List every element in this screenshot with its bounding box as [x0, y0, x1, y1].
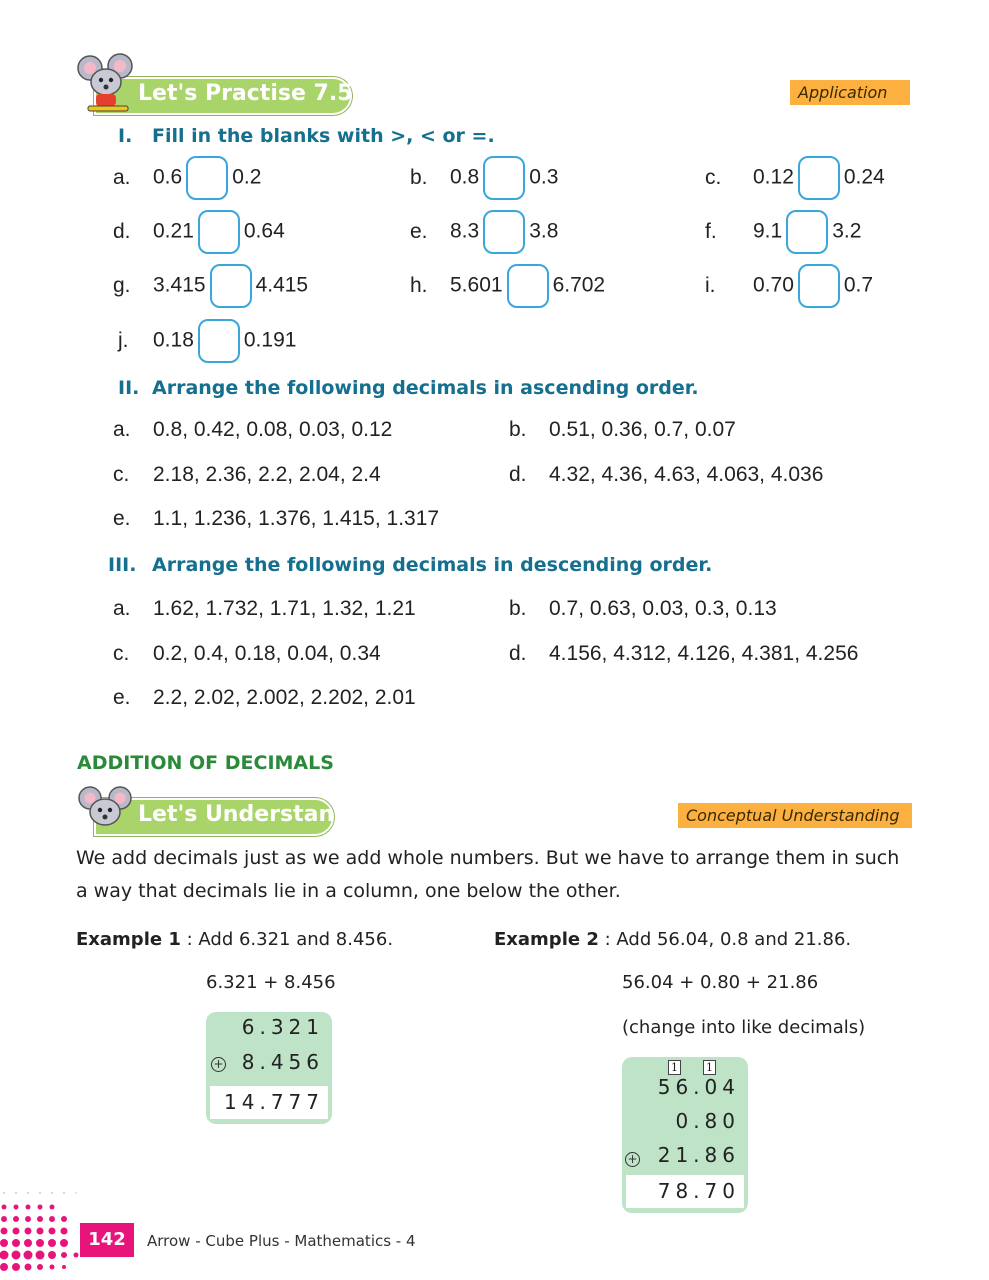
mouse-mascot-icon — [76, 52, 138, 114]
descending-item-d: d. 4.156, 4.312, 4.126, 4.381, 4.256 — [509, 642, 859, 665]
descending-item-b: b. 0.7, 0.63, 0.03, 0.3, 0.13 — [509, 597, 777, 620]
compare-item-d: d. 0.21 0.64 — [113, 210, 285, 254]
plus-icon: + — [625, 1152, 640, 1167]
ascending-item-e: e. 1.1, 1.236, 1.376, 1.415, 1.317 — [113, 507, 440, 530]
page-number: 142 — [80, 1223, 134, 1257]
section-3-heading — [108, 554, 712, 576]
answer-box[interactable] — [798, 156, 840, 200]
answer-box[interactable] — [483, 210, 525, 254]
compare-item-f: f. 9.1 3.2 — [705, 210, 861, 254]
compare-item-a: a. 0.6 0.2 — [113, 156, 261, 200]
example-2-note: (change into like decimals) — [622, 1017, 866, 1038]
section-2-heading — [118, 377, 699, 399]
answer-box[interactable] — [483, 156, 525, 200]
addend-line: 0.80 — [675, 1109, 740, 1133]
descending-item-e: e. 2.2, 2.02, 2.002, 2.202, 2.01 — [113, 686, 416, 709]
carry-digit: 1 — [668, 1060, 681, 1075]
compare-item-e: e. 8.3 3.8 — [410, 210, 558, 254]
descending-item-c: c. 0.2, 0.4, 0.18, 0.04, 0.34 — [113, 642, 381, 665]
answer-box[interactable] — [786, 210, 828, 254]
example-2-expression: 56.04 + 0.80 + 21.86 — [622, 972, 819, 993]
compare-item-g: g. 3.415 4.415 — [113, 264, 308, 308]
compare-item-j: j. 0.18 0.191 — [118, 319, 296, 363]
section-1-heading — [118, 125, 495, 147]
answer-box[interactable] — [186, 156, 228, 200]
answer-box[interactable] — [507, 264, 549, 308]
addition-section-title: ADDITION OF DECIMALS — [77, 752, 334, 774]
addition-intro-paragraph: We add decimals just as we add whole numbers. But we have to arrange them in such a way that decimals lie in a column, one below the other. — [76, 847, 900, 902]
sum-result: 78.70 — [657, 1179, 740, 1203]
ascending-item-b: b. 0.51, 0.36, 0.7, 0.07 — [509, 418, 736, 441]
answer-box[interactable] — [198, 319, 240, 363]
sum-result: 14.777 — [224, 1090, 324, 1114]
book-title-footer: Arrow - Cube Plus - Mathematics - 4 — [147, 1232, 416, 1250]
understand-banner-title: Let's Understand — [138, 802, 350, 827]
compare-item-i: i. 0.70 0.7 — [705, 264, 873, 308]
plus-icon: + — [211, 1057, 226, 1072]
application-tag: Application — [790, 80, 910, 105]
example-1-heading: Example 1 : Add 6.321 and 8.456. — [76, 929, 394, 950]
ascending-item-c: c. 2.18, 2.36, 2.2, 2.04, 2.4 — [113, 463, 381, 486]
answer-box[interactable] — [198, 210, 240, 254]
section-2-title: Arrange the following decimals in ascending order. — [152, 377, 699, 399]
section-3-number: III. — [108, 554, 137, 576]
example-2-heading: Example 2 : Add 56.04, 0.8 and 21.86. — [494, 929, 852, 950]
compare-item-c: c. 0.12 0.24 — [705, 156, 885, 200]
section-3-title: Arrange the following decimals in descending order. — [152, 554, 713, 576]
ascending-item-d: d. 4.32, 4.36, 4.63, 4.063, 4.036 — [509, 463, 824, 486]
ascending-item-a: a. 0.8, 0.42, 0.08, 0.03, 0.12 — [113, 418, 393, 441]
practise-banner-title: Let's Practise 7.5 — [138, 81, 353, 106]
carry-digit: 1 — [703, 1060, 716, 1075]
descending-item-a: a. 1.62, 1.732, 1.71, 1.32, 1.21 — [113, 597, 416, 620]
compare-item-h: h. 5.601 6.702 — [410, 264, 605, 308]
answer-box[interactable] — [210, 264, 252, 308]
example-1-calculation — [206, 1012, 332, 1124]
example-1-expression: 6.321 + 8.456 — [206, 972, 336, 993]
conceptual-tag: Conceptual Understanding — [678, 803, 912, 828]
section-1-title: Fill in the blanks with >, < or =. — [152, 125, 495, 147]
addend-line: 21.86 — [657, 1143, 740, 1167]
addend-line: 8.456 — [241, 1050, 324, 1074]
answer-box[interactable] — [798, 264, 840, 308]
compare-item-b: b. 0.8 0.3 — [410, 156, 558, 200]
example-2-calculation — [622, 1057, 748, 1213]
section-2-number: II. — [118, 377, 140, 399]
mouse-mascot-icon — [78, 784, 134, 832]
section-1-number: I. — [118, 125, 133, 147]
addend-line: 6.321 — [241, 1015, 324, 1039]
addend-line: 56.04 — [657, 1075, 740, 1099]
